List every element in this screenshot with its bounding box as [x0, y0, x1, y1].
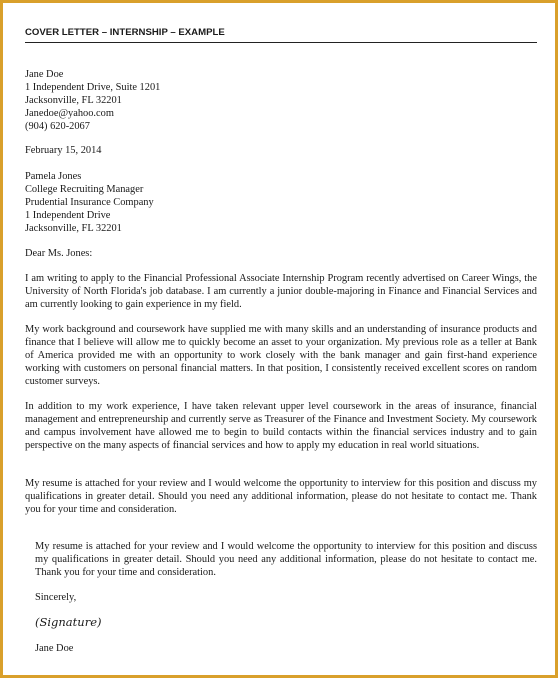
body-paragraph-1: I am writing to apply to the Financial Professional Associate Internship Program recently advertised on Career Wings, the University of North Florida's job database. I am currently a junior double-majoring in Finance and Financial Services and am currently looking to gain experience in my field.	[25, 273, 537, 310]
signature: (Signature)	[35, 615, 102, 629]
sender-address	[25, 69, 537, 134]
recipient-street: 1 Independent Drive	[25, 209, 111, 221]
letter-date: February 15, 2014	[25, 145, 102, 156]
recipient-address	[25, 171, 537, 236]
document-title: COVER LETTER – INTERNSHIP – EXAMPLE	[25, 27, 537, 43]
recipient-name: Pamela Jones	[25, 171, 82, 182]
body-paragraph-3: In addition to my work experience, I have taken relevant upper level coursework in the areas of insurance, financial management and entrepreneurship and currently serve as Treasurer of the Finance and Investment Society. My coursework and campus involvement have allowed me to begin to build contacts within the financial services industry and to gain perspective on the many aspects of financial services and how to apply my education in real world situations.	[25, 401, 537, 451]
body-paragraph-2: My work background and coursework have supplied me with many skills and an understanding of insurance products and finance that I believe will allow me to quickly become an asset to your organization. My previous role as a teller at Bank of America provided me with an opportunity to work closely with the bank manager and gain first-hand experience working with customers on personal financial matters. In that position, I consistently received excellent scores on random customer surveys.	[25, 324, 537, 387]
sender-street: 1 Independent Drive, Suite 1201	[25, 81, 161, 93]
sender-email: Janedoe@yahoo.com	[25, 107, 114, 119]
closing-salutation: Sincerely,	[35, 592, 77, 603]
recipient-company: Prudential Insurance Company	[25, 196, 154, 208]
sender-name: Jane Doe	[25, 69, 64, 80]
body-paragraph-4: My resume is attached for your review and I would welcome the opportunity to interview for this position and discuss my qualifications in greater detail. Should you need any additional information, please do not hesitate to contact me. Thank you for your time and consideration.	[25, 478, 537, 515]
sender-city: Jacksonville, FL 32201	[25, 94, 122, 106]
recipient-city: Jacksonville, FL 32201	[25, 222, 122, 234]
closing-paragraph: My resume is attached for your review and I would welcome the opportunity to interview for this position and discuss my qualifications in greater detail. Should you need any additional information, please do not hesitate to contact me. Thank you for your time and consideration.	[35, 541, 537, 578]
sender-phone: (904) 620-2067	[25, 120, 90, 132]
signer-name: Jane Doe	[35, 643, 74, 654]
salutation: Dear Ms. Jones:	[25, 248, 93, 259]
recipient-title: College Recruiting Manager	[25, 183, 144, 195]
